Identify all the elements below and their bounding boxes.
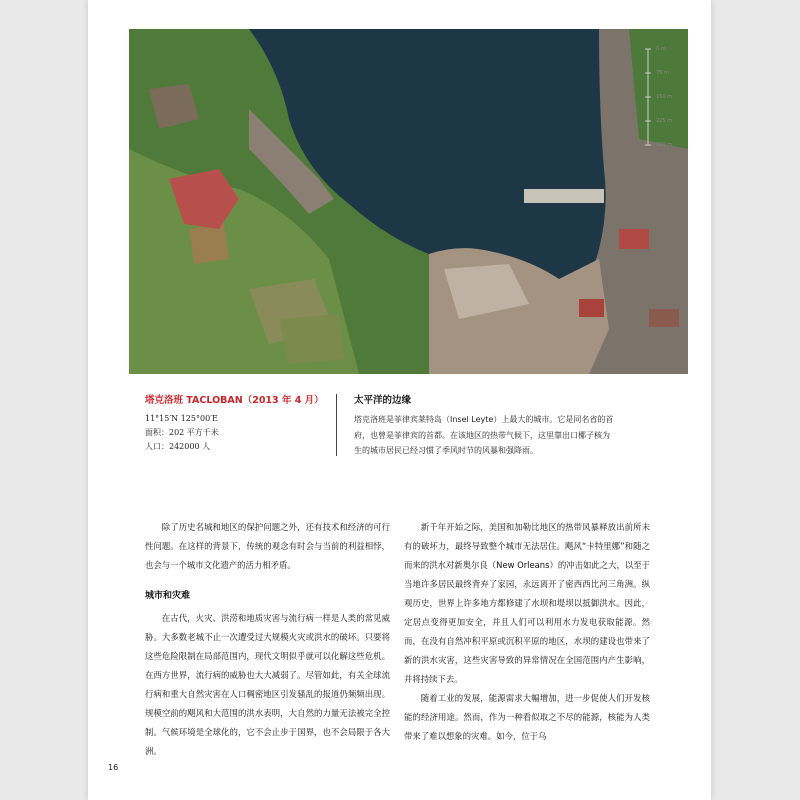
scale-label-75: 75 m — [656, 70, 669, 76]
scale-label-0: 0 m — [656, 46, 666, 52]
city-area: 面积：202 平方千米 — [145, 428, 219, 437]
satellite-photo — [129, 29, 688, 374]
article-paragraph-2: 新千年开始之际，美国和加勒比地区的热带风暴释放出前所未有的破坏力，最终导致整个城市无法居住。飓风“卡特里娜”和随之而来的洪水对新奥尔良（New Orleans）的冲击如此之大，以至于当地许多居民最终背弃了家园，永远离开了密西西比河三角洲。纵观历史，世界上许多地方都修建了水坝和堤坝以抵御洪水。因此，定居点变得更加安全，并且人们可以利用水力发电获取能源。然而，在没有自然冲积平原或沉积平原的地区，水坝的建设也带来了新的洪水灾害，这些灾害导致的异常情况在全国范围内产生影响，并将持续下去。 — [404, 522, 650, 684]
caption-divider — [336, 394, 337, 456]
book-page — [88, 0, 711, 800]
city-coordinates: 11°15′N 125°00′E — [145, 414, 218, 423]
article-column-left — [145, 518, 390, 761]
sidebar-title: 太平洋的边缘 — [354, 395, 412, 406]
city-caption — [145, 392, 330, 454]
scale-label-225: 225 m — [656, 118, 673, 124]
sidebar-body: 塔克洛班是菲律宾莱特岛（Insel Leyte）上最大的城市。它是同名省的首府，也曾是菲律宾的首都。在该地区的热带气候下，这里靠出口椰子核为生的城市居民已经习惯了季风时节的风暴和强降雨。 — [354, 415, 614, 455]
city-sidebar — [354, 392, 616, 459]
article-intro: 除了历史名城和地区的保护问题之外，还有技术和经济的可行性问题。在这样的背景下，传统的观念有时会与当前的利益相悖，也会与一个城市文化遗产的活力相矛盾。 — [145, 522, 390, 570]
city-caption-title: 塔克洛班 TACLOBAN（2013 年 4 月） — [145, 395, 324, 406]
city-population: 人口：242000 人 — [145, 442, 211, 451]
article-paragraph-1: 在古代，火灾、洪涝和地质灾害与流行病一样是人类的常见威胁。大多数老城不止一次遭受过大规模火灾或洪水的破坏。只要将这些危险限制在局部范围内，现代文明似乎就可以化解这些危机。在西方世界，流行病的威胁也大大减弱了。尽管如此，有关全球流行病和重大自然灾害在人口稠密地区引发骚乱的报道仍频频出现。规模空前的飓风和大范围的洪水表明，大自然的力量无法被完全控制。气候环境是全球化的，它不会止步于国界，也不会局限于各大洲。 — [145, 613, 390, 756]
article-column-right — [404, 518, 650, 746]
scale-label-300: 300 m — [656, 142, 673, 148]
section-heading: 城市和灾难 — [145, 591, 191, 601]
article-paragraph-3: 随着工业的发展，能源需求大幅增加，进一步促使人们开发核能的经济用途。然而，作为一种看似取之不尽的能源，核能为人类带来了难以想象的灾难。如今，位于乌 — [404, 693, 650, 741]
page-number: 16 — [108, 763, 119, 772]
satellite-image-art — [129, 29, 688, 374]
scale-label-150: 150 m — [656, 94, 673, 100]
